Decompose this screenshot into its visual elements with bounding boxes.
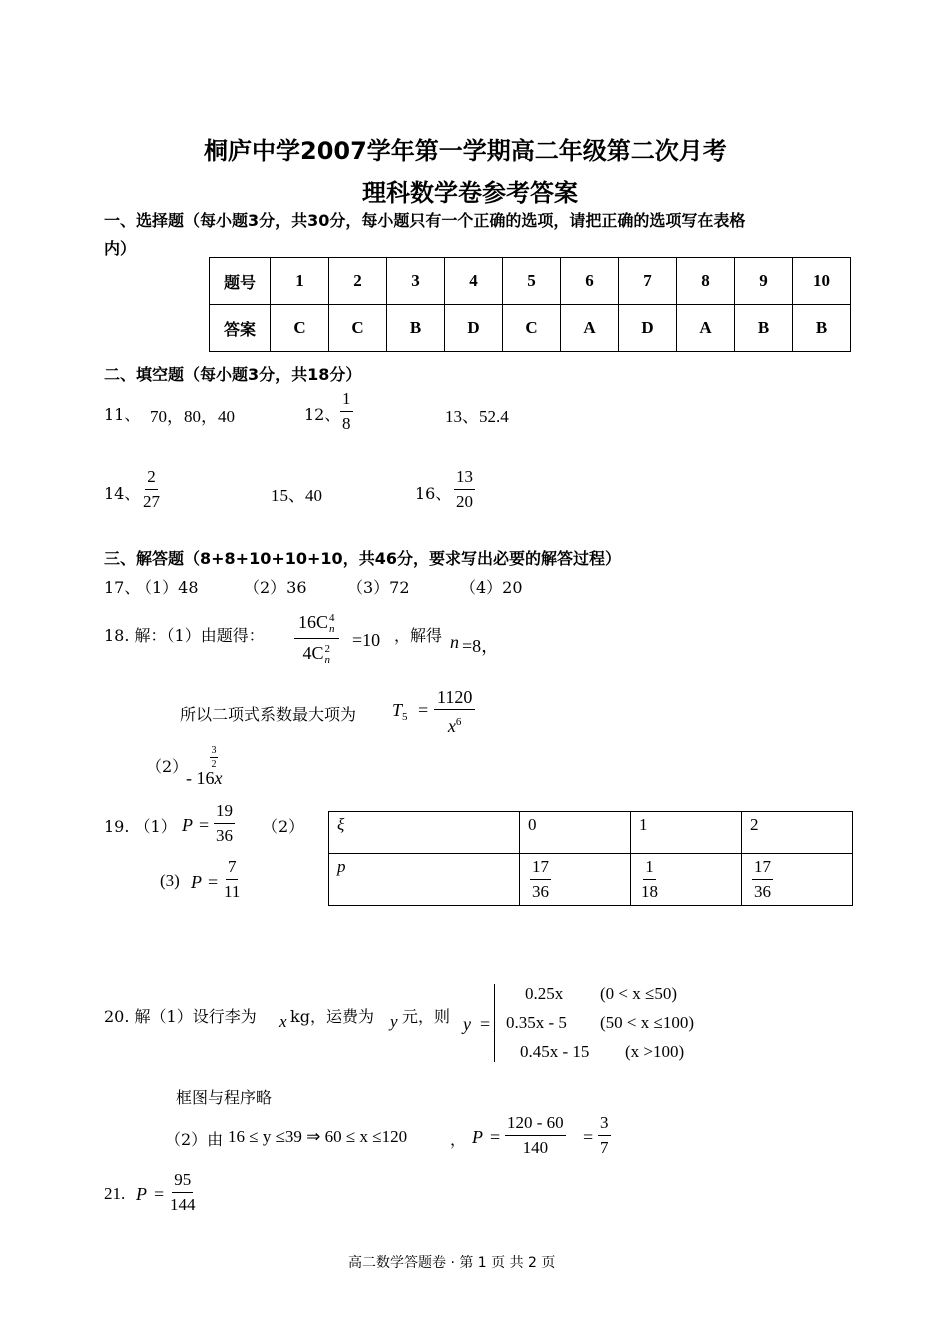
q21-numerator: 95 <box>172 1170 193 1193</box>
q18-den-sub: n <box>324 653 331 666</box>
distribution-value-row <box>329 812 853 854</box>
q20-result-denominator: 7 <box>600 1138 609 1157</box>
q19-p3-eq: = <box>208 872 219 892</box>
prob-denominator: 18 <box>641 882 658 901</box>
prob-cell <box>631 854 742 906</box>
q20-flowchart-note: 框图与程序略 <box>176 1088 273 1107</box>
q12-answer <box>338 389 355 434</box>
q18-t-den-exp: 6 <box>455 716 462 728</box>
q18-num-sup: 4 <box>329 611 335 624</box>
q20-case3-expr: 0.45x - 15 <box>520 1042 590 1061</box>
page-title-line2: 理科数学卷参考答案 <box>362 179 578 207</box>
question-number: 10 <box>793 258 851 305</box>
q19-p3-denominator: 11 <box>224 882 241 901</box>
q19-part3-label: (3) <box>160 871 180 890</box>
q20-case1-expr: 0.25x <box>525 984 564 1003</box>
answer-table-answer-row <box>210 305 851 352</box>
q19-label: 19. （1） <box>104 817 177 836</box>
q16-label: 16、 <box>415 484 452 503</box>
q20-part2-result <box>596 1113 613 1158</box>
q18-equals: =10 <box>352 630 381 650</box>
page-footer: 高二数学答题卷 · 第 1 页 共 2 页 <box>348 1255 556 1271</box>
q16-denominator: 20 <box>456 492 473 511</box>
question-number: 6 <box>561 258 619 305</box>
q18-numerator: 16C <box>298 612 329 632</box>
q18-t5 <box>392 700 408 723</box>
q20-part2-comma: ， <box>450 1130 467 1149</box>
section1-heading-line1: 一、选择题（每小题3分，共30分，每小题只有一个正确的选项，请把正确的选项写在表格 <box>104 211 746 230</box>
prob-numerator: 17 <box>752 857 773 880</box>
p-label: p <box>329 854 520 906</box>
q19-part2-label: （2） <box>262 817 305 836</box>
q19-p1-denominator: 36 <box>216 826 233 845</box>
q12-denominator: 8 <box>342 414 351 433</box>
q11-label: 11、 <box>104 405 141 424</box>
q17-label: 17、 <box>104 578 141 597</box>
q17-part2: （2）36 <box>244 578 307 597</box>
question-number: 9 <box>735 258 793 305</box>
q20-part2-label: （2）由 <box>165 1130 224 1149</box>
q18-t-sub: 5 <box>402 711 408 723</box>
answer-choice: B <box>387 305 445 352</box>
q18-num-sub: n <box>329 622 335 635</box>
q18-fraction <box>294 611 339 666</box>
q18-part2-coef: - 16 <box>186 768 215 788</box>
q18-n-variable: n <box>450 632 459 652</box>
prob-denominator: 36 <box>754 882 771 901</box>
q18-den-sup: 2 <box>324 642 331 655</box>
distribution-prob-row <box>329 854 853 906</box>
q14-answer <box>141 467 162 512</box>
q20-result-numerator: 3 <box>598 1113 611 1136</box>
q21-label: 21. <box>104 1184 126 1203</box>
answer-table <box>209 257 851 352</box>
q18-t-var: T <box>392 700 403 720</box>
question-number: 4 <box>445 258 503 305</box>
q18-line2-text: 所以二项式系数最大项为 <box>180 705 357 724</box>
piecewise-brace <box>494 984 501 1062</box>
q14-label: 14、 <box>104 484 141 503</box>
prob-cell <box>742 854 853 906</box>
answer-choice: D <box>619 305 677 352</box>
q21-p-var: P <box>136 1184 147 1204</box>
q16-answer <box>452 467 477 512</box>
q20-x-var: x <box>279 1012 287 1031</box>
answer-choice: D <box>445 305 503 352</box>
q19-p1-fraction <box>212 801 237 846</box>
q19-p3-fraction <box>222 857 242 902</box>
answer-table-number-label: 题号 <box>210 258 271 305</box>
page-title-line1: 桐庐中学2007学年第一学期高二年级第二次月考 <box>204 137 727 165</box>
answer-choice: C <box>329 305 387 352</box>
q20-part2-eq2: = <box>583 1127 594 1147</box>
q12-numerator: 1 <box>340 389 353 412</box>
question-number: 1 <box>271 258 329 305</box>
q18-part2-answer <box>186 768 223 789</box>
q20-y-eq-var: y <box>463 1014 471 1034</box>
q12-label: 12、 <box>304 405 341 424</box>
answer-choice: A <box>677 305 735 352</box>
answer-table-answer-label: 答案 <box>210 305 271 352</box>
q20-part2-p: P <box>472 1127 483 1147</box>
q14-denominator: 27 <box>143 492 160 511</box>
xi-value: 2 <box>742 812 853 854</box>
q19-p3-var: P <box>191 872 202 892</box>
q16-numerator: 13 <box>454 467 475 490</box>
q18-t-numerator: 1120 <box>434 687 475 710</box>
q18-part2-label: （2） <box>146 757 189 776</box>
q20-case3-cond: (x >100) <box>625 1042 685 1061</box>
q20-case2-cond: (50 < x ≤100) <box>600 1013 694 1032</box>
q19-p-eq: = <box>199 815 210 835</box>
q18-part2-var: x <box>214 768 223 788</box>
q20-part2-denominator: 140 <box>522 1138 549 1157</box>
q18-exp-denominator: 2 <box>211 759 217 770</box>
q18-n-value: =8， <box>462 636 500 656</box>
q18-t-fraction <box>434 687 475 736</box>
answer-table-number-row <box>210 258 851 305</box>
q20-case1-cond: (0 < x ≤50) <box>600 984 677 1003</box>
q18-solve-text: ，解得 <box>394 626 443 645</box>
section2-heading: 二、填空题（每小题3分，共18分） <box>104 365 362 384</box>
q20-y-eq: = <box>480 1014 491 1034</box>
q20-y-var: y <box>390 1012 398 1031</box>
distribution-table <box>328 811 853 906</box>
q19-p-var: P <box>182 815 193 835</box>
section1-heading-line2: 内） <box>104 239 137 258</box>
q17-part4: （4）20 <box>460 578 523 597</box>
q13-answer: 13、52.4 <box>445 407 509 426</box>
q14-numerator: 2 <box>145 467 158 490</box>
q20-part2-numerator: 120 - 60 <box>505 1113 566 1136</box>
q20-then-text: 元，则 <box>402 1007 451 1026</box>
q20-part2-expr: 16 ≤ y ≤39 ⇒ 60 ≤ x ≤120 <box>228 1127 408 1146</box>
question-number: 8 <box>677 258 735 305</box>
answer-choice: C <box>503 305 561 352</box>
q18-t-equals: = <box>418 700 429 720</box>
answer-choice: B <box>793 305 851 352</box>
q20-kg-text: kg，运费为 <box>290 1007 374 1026</box>
prob-numerator: 1 <box>643 857 656 880</box>
q21-fraction <box>168 1170 198 1215</box>
q18-t-den-var: x <box>447 716 456 736</box>
prob-numerator: 17 <box>530 857 551 880</box>
prob-cell <box>520 854 631 906</box>
section3-heading: 三、解答题（8+8+10+10+10，共46分，要求写出必要的解答过程） <box>104 549 621 568</box>
question-number: 2 <box>329 258 387 305</box>
question-number: 7 <box>619 258 677 305</box>
question-number: 5 <box>503 258 561 305</box>
q18-part2-exponent <box>210 746 218 770</box>
xi-value: 1 <box>631 812 742 854</box>
q18-denominator: 4C <box>302 642 324 663</box>
xi-value: 0 <box>520 812 631 854</box>
q15-answer: 15、40 <box>271 486 322 505</box>
answer-choice: C <box>271 305 329 352</box>
q18-exp-numerator: 3 <box>211 745 217 756</box>
q20-part2-eq: = <box>490 1127 501 1147</box>
q19-p3-numerator: 7 <box>226 857 239 880</box>
prob-denominator: 36 <box>532 882 549 901</box>
q20-label: 20. 解（1）设行李为 <box>104 1007 257 1026</box>
q21-denominator: 144 <box>170 1195 196 1214</box>
answer-choice: A <box>561 305 619 352</box>
question-number: 3 <box>387 258 445 305</box>
q20-case2-expr: 0.35x - 5 <box>506 1013 567 1032</box>
q21-p-eq: = <box>154 1184 165 1204</box>
q19-p1-numerator: 19 <box>214 801 235 824</box>
q18-label: 18. 解：（1）由题得： <box>104 626 265 645</box>
q11-answer: 70，80，40 <box>150 407 235 426</box>
answer-choice: B <box>735 305 793 352</box>
q17-part3: （3）72 <box>347 578 410 597</box>
q17-part1: （1）48 <box>136 578 199 597</box>
q20-part2-fraction <box>503 1113 568 1158</box>
xi-label: ξ <box>329 812 520 854</box>
